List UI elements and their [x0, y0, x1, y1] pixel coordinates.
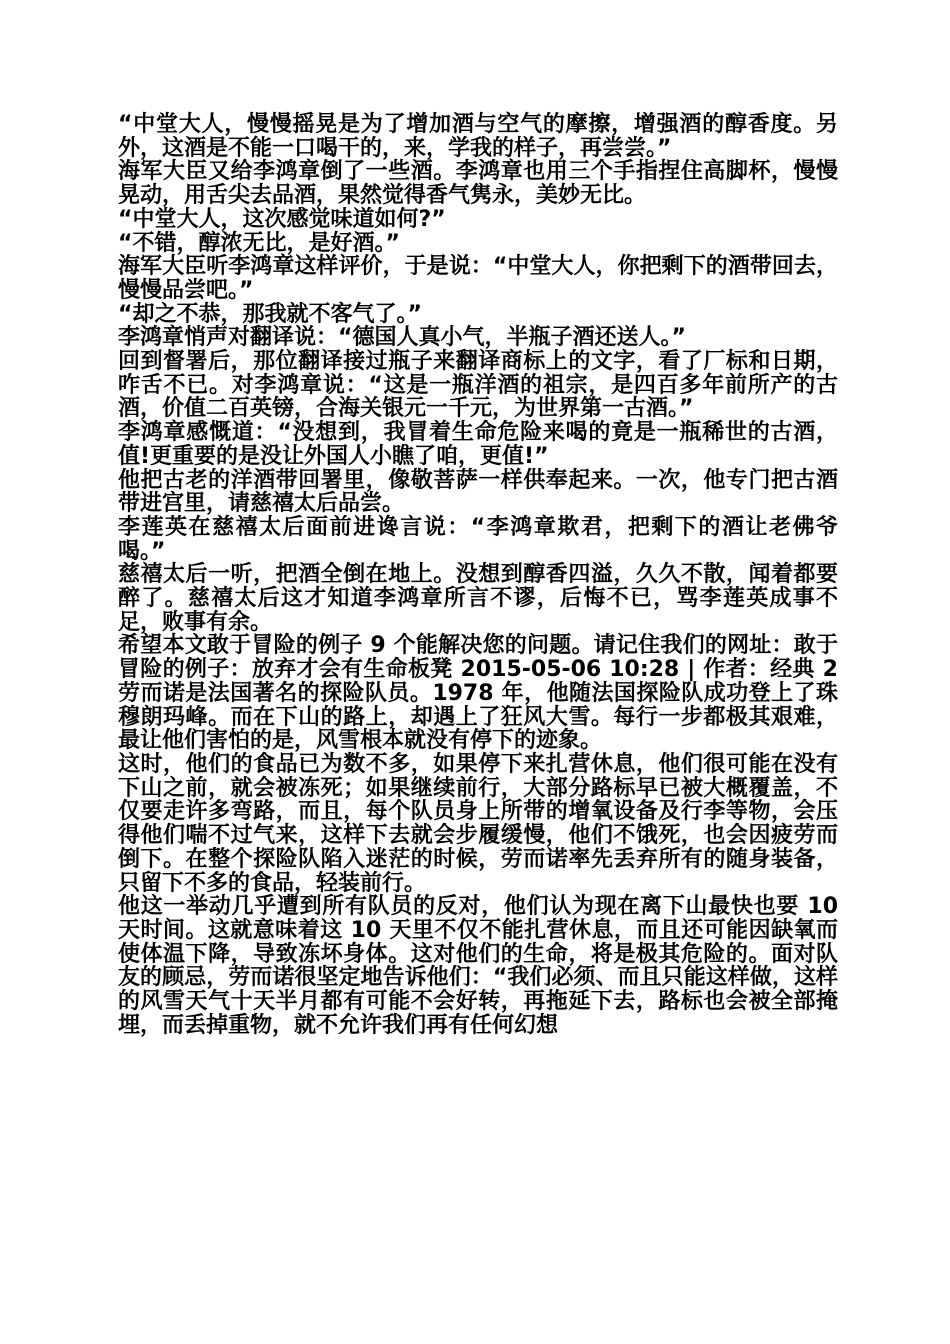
paragraph: “不错，醇浓无比，是好酒。”	[118, 230, 400, 256]
paragraph: 希望本文敢于冒险的例子 9 个能解决您的问题。请记住我们的网址：敢于冒险的例子：放弃才会有生命板凳 2015-05-06 10:28 | 作者：经典 2 劳而诺是法国著名的探险队员。1978 年，他随法国探险队成功登上了珠穆朗玛峰。而在下山的路上，却遇上了狂风大雪。每行一步都极其艰难，最让他们害怕的是，风雪根本就没有停下的迹象。	[118, 633, 838, 754]
paragraph: 李鸿章感慨道：“没想到，我冒着生命危险来喝的竟是一瓶稀世的古酒，值!更重要的是没让外国人小瞧了咱，更值!”	[118, 420, 838, 469]
paragraph: 慈禧太后一听，把酒全倒在地上。没想到醇香四溢，久久不散，闻着都要醉了。慈禧太后这才知道李鸿章所言不谬，后悔不已，骂李莲英成事不足，败事有余。	[118, 562, 838, 635]
paragraph: 海军大臣听李鸿章这样评价，于是说：“中堂大人，你把剩下的酒带回去，慢慢品尝吧。”	[118, 254, 838, 303]
paragraph: 他把古老的洋酒带回署里，像敬菩萨一样供奉起来。一次，他专门把古酒带进宫里，请慈禧太后品尝。	[118, 467, 838, 517]
paragraph: 这时，他们的食品已为数不多，如果停下来扎营休息，他们很可能在没有下山之前，就会被冻死；如果继续前行，大部分路标早已被大概覆盖，不仅要走许多弯路，而且，每个队员身上所带的增氧设备及行李等物，会压得他们喘不过气来，这样下去就会步履缓慢，他们不饿死，也会因疲劳而倒下。在整个探险队陷入迷茫的时候，劳而诺率先丢弃所有的随身装备，只留下不多的食品，轻装前行。	[118, 751, 838, 896]
paragraph: “中堂大人，慢慢摇晃是为了增加酒与空气的摩擦，增强酒的醇香度。另外，这酒是不能一口喝干的，来，学我的样子，再尝尝。”	[118, 112, 838, 161]
paragraph: 回到督署后，那位翻译接过瓶子来翻译商标上的文字，看了厂标和日期，咋舌不已。对李鸿章说：“这是一瓶洋酒的祖宗，是四百多年前所产的古酒，价值二百英镑，合海关银元一千元，为世界第一古酒。”	[118, 349, 838, 422]
paragraph: 李莲英在慈禧太后面前进谗言说：“李鸿章欺君，把剩下的酒让老佛爷喝。”	[118, 514, 838, 564]
paragraph: “中堂大人，这次感觉味道如何?”	[118, 206, 446, 232]
document-body	[118, 113, 838, 1037]
paragraph: 他这一举动几乎遭到所有队员的反对，他们认为现在离下山最快也要 10 天时间。这就意味着这 10 天里不仅不能扎营休息，而且还可能因缺氧而使体温下降，导致冻坏身体。这对他们的生命，将是极其危险的。面对队友的顾忌，劳而诺很坚定地告诉他们：“我们必须、而且只能这样做，这样的风雪天气十天半月都有可能不会好转，再拖延下去，路标也会被全部掩埋，而丢掉重物，就不允许我们再有任何幻想	[118, 894, 838, 1038]
paragraph: “却之不恭，那我就不客气了。”	[118, 301, 422, 327]
paragraph: 李鸿章悄声对翻译说：“德国人真小气，半瓶子酒还送人。”	[118, 325, 686, 351]
paragraph: 海军大臣又给李鸿章倒了一些酒。李鸿章也用三个手指捏住高脚杯，慢慢晃动，用舌尖去品酒，果然觉得香气隽永，美妙无比。	[118, 159, 838, 209]
